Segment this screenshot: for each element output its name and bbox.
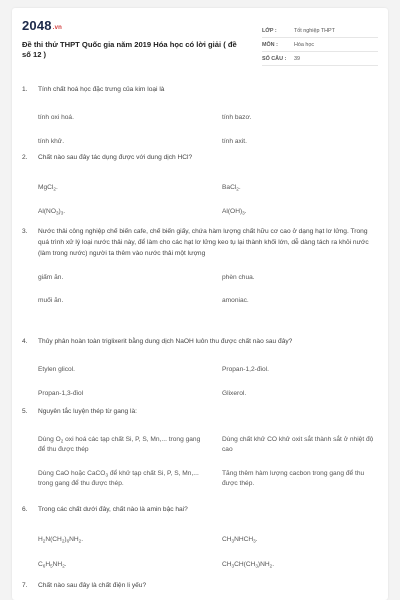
answer-option-a[interactable]: $H_2N(CH_2)_6NH_2$. [38,536,84,544]
question-text: Chất nào sau đây tác dụng được với dung dịch HCl? [38,154,193,161]
answer-option-d[interactable]: Glixerol. [222,390,247,397]
answer-option-b[interactable]: Dùng chất khử CO khử oxit sắt thành sắt ở nhiệt độ cao [222,436,374,453]
question-3 [22,226,378,319]
logo-brand: 2048 [22,18,52,33]
question-1 [22,84,378,143]
answer-option-c[interactable]: muối ăn. [38,297,64,304]
header [22,18,378,70]
question-number: 5. [22,408,28,415]
meta-value: Tốt nghiệp THPT [294,27,335,34]
meta-row-subject [262,38,378,52]
question-text: Tính chất hoá học đặc trưng của kim loại là [38,86,165,93]
answer-option-d[interactable]: tính axit. [222,138,247,145]
document-page [12,8,388,600]
question-7 [22,580,378,591]
logo[interactable] [22,18,62,33]
question-text: Trong các chất dưới đây, chất nào là amin bậc hai? [38,506,188,513]
answer-option-c[interactable]: $Al(NO_3)_3$. [38,208,66,216]
answer-option-c[interactable]: Propan-1,3-điol [38,390,84,397]
question-number: 2. [22,154,28,161]
question-number: 7. [22,582,28,589]
answer-option-b[interactable]: $CH_3NHCH_3$. [222,536,258,544]
question-text: Thủy phân hoàn toàn triglixerit bằng dung dịch NaOH luôn thu được chất nào sau đây? [38,338,293,345]
answer-option-c[interactable]: $C_6H_5NH_2$. [38,561,67,569]
question-5 [22,406,378,487]
question-4 [22,336,378,395]
answer-option-b[interactable]: tính bazơ. [222,114,252,121]
meta-table [262,24,378,66]
answer-option-d[interactable]: $CH_3CH(CH_3)NH_2$. [222,561,275,569]
answer-option-c[interactable]: Dùng CaO hoặc CaCO$_3$ để khử tạp chất Si, P, S, Mn,... trong gang để thu được thép. [38,470,199,487]
answer-option-a[interactable]: tính oxi hoá. [38,114,74,121]
question-2 [22,152,378,216]
answer-option-d[interactable]: amoniac. [222,297,249,304]
answer-option-b[interactable]: BaCl$_2$. [222,184,241,192]
meta-label: SỐ CÂU : [262,55,287,62]
question-text: Nguyên tắc luyện thép từ gang là: [38,408,137,415]
answer-option-d[interactable]: Tăng thêm hàm lượng cacbon trong gang để thu được thép. [222,470,365,487]
answer-option-b[interactable]: phèn chua. [222,274,255,281]
meta-row-grade [262,24,378,38]
meta-label: LỚP : [262,27,277,34]
meta-label: MÔN : [262,41,278,48]
question-number: 6. [22,506,28,513]
answer-option-a[interactable]: Dùng $O_2$ oxi hoá các tạp chất Si, P, S, Mn,... trong gang để thu được thép [38,436,201,453]
answer-option-a[interactable]: giấm ăn. [38,274,64,281]
question-text: Nước thải công nghiệp chế biến cafe, chế biến giấy, chứa hàm lượng chất hữu cơ cao ở dạng hạt lơ lửng. Trong quá trình xử lý loại nước thải này, để làm cho các hạt lơ lửng keo tụ lại thành khối lớn, dễ dàng tách ra khỏi nước (làm trong nước) người ta thêm vào nước thải một lượng [38,228,369,257]
meta-row-count [262,52,378,66]
answer-option-a[interactable]: Etylen glicol. [38,366,76,373]
logo-tld: .vn [52,25,63,31]
meta-value: Hóa học [294,41,315,48]
meta-value: 39 [294,55,300,62]
answer-option-a[interactable]: MgCl$_2$. [38,184,58,192]
question-6 [22,504,378,569]
exam-title: Đề thi thử THPT Quốc gia năm 2019 Hóa học có lời giải ( đề số 12 ) [22,40,237,59]
answer-option-d[interactable]: $Al(OH)_3$. [222,208,247,216]
question-number: 1. [22,86,28,93]
question-text: Chất nào sau đây là chất điện li yếu? [38,582,147,589]
question-number: 3. [22,228,28,235]
answer-option-c[interactable]: tính khử. [38,138,65,145]
question-number: 4. [22,338,28,345]
answer-option-b[interactable]: Propan-1,2-điol. [222,366,269,373]
